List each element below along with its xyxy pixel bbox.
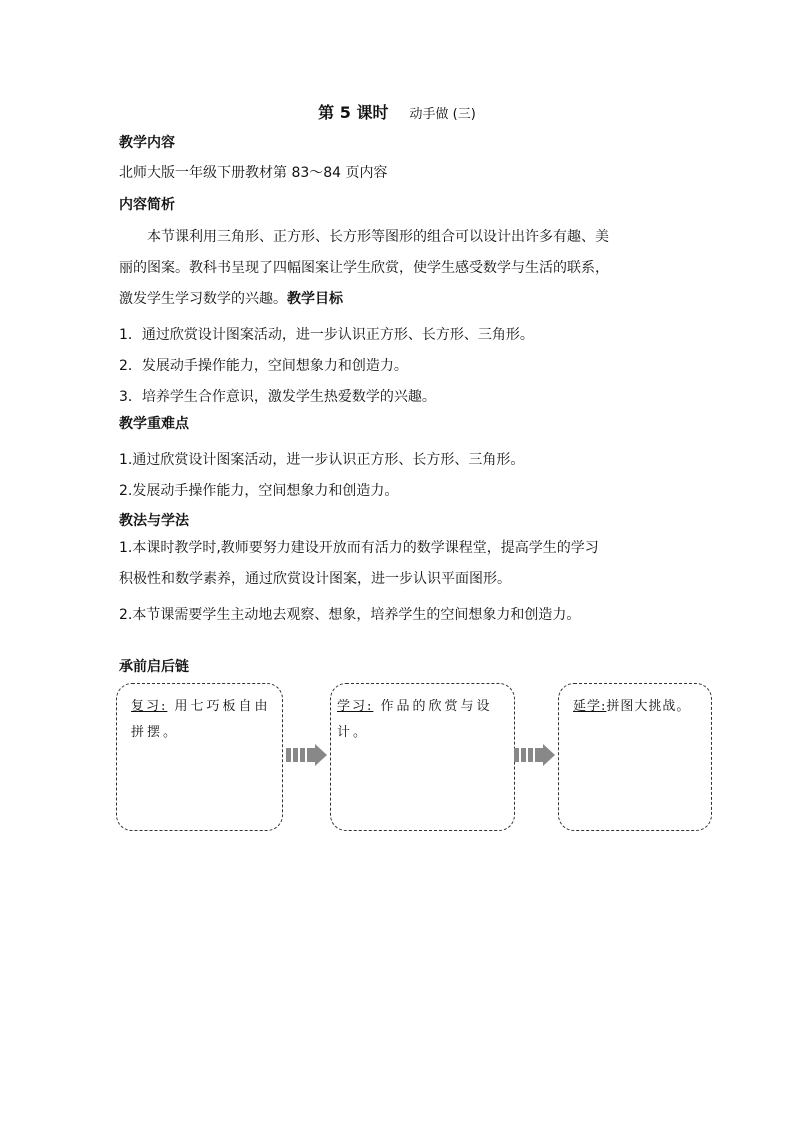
lesson-number: 第 5 课时 <box>318 103 389 122</box>
content-text: 北师大版一年级下册教材第 83～84 页内容 <box>119 165 388 181</box>
goal-item: 2．发展动手操作能力，空间想象力和创造力。 <box>119 358 408 374</box>
arrow-right-icon <box>514 744 556 766</box>
methods-line-1: 1.本课时教学时,教师要努力建设开放而有活力的数学课程堂，提高学生的学习 <box>119 540 599 556</box>
flow-label: 延学: <box>573 699 607 714</box>
flow-content: 用七巧板自由拼摆。 <box>131 699 271 740</box>
flow-content: 拼图大挑战。 <box>606 699 691 714</box>
flow-label: 学习: <box>337 699 374 714</box>
keypoints-heading: 教学重难点 <box>119 416 189 432</box>
arrow-right-icon <box>286 744 328 766</box>
summary-line-3-row <box>119 288 343 308</box>
summary-line-3: 激发学生学习数学的兴趣。 <box>119 291 287 307</box>
keypoint-item: 1.通过欣赏设计图案活动，进一步认识正方形、长方形、三角形。 <box>119 452 525 468</box>
methods-line-3: 2.本节课需要学生主动地去观察、想象，培养学生的空间想象力和创造力。 <box>119 607 581 623</box>
methods-heading: 教法与学法 <box>119 513 189 529</box>
methods-line-2: 积极性和数学素养，通过欣赏设计图案，进一步认识平面图形。 <box>119 571 511 587</box>
summary-line-2: 丽的图案。教科书呈现了四幅图案让学生欣赏，使学生感受数学与生活的联系， <box>119 260 609 276</box>
summary-line-1: 本节课利用三角形、正方形、长方形等图形的组合可以设计出许多有趣、美 <box>147 229 609 245</box>
goals-heading: 教学目标 <box>287 291 343 307</box>
flow-box-extend <box>558 683 712 831</box>
lesson-subtitle: 动手做 (三) <box>409 107 476 122</box>
flow-box-review <box>116 683 283 831</box>
page-title <box>0 100 794 123</box>
flow-label: 复习: <box>131 699 168 714</box>
goal-item: 1．通过欣赏设计图案活动，进一步认识正方形、长方形、三角形。 <box>119 327 534 343</box>
link-heading: 承前启后链 <box>119 659 189 675</box>
goal-item: 3．培养学生合作意识，激发学生热爱数学的兴趣。 <box>119 389 436 405</box>
flow-box-text <box>573 694 703 720</box>
flow-box-text <box>337 694 506 746</box>
summary-heading: 内容简析 <box>119 197 175 213</box>
flow-box-learn <box>330 683 515 831</box>
flow-box-text <box>131 694 274 746</box>
flow-content: 作品的欣赏与设计。 <box>337 699 493 740</box>
content-heading: 教学内容 <box>119 135 175 151</box>
keypoint-item: 2.发展动手操作能力，空间想象力和创造力。 <box>119 483 399 499</box>
